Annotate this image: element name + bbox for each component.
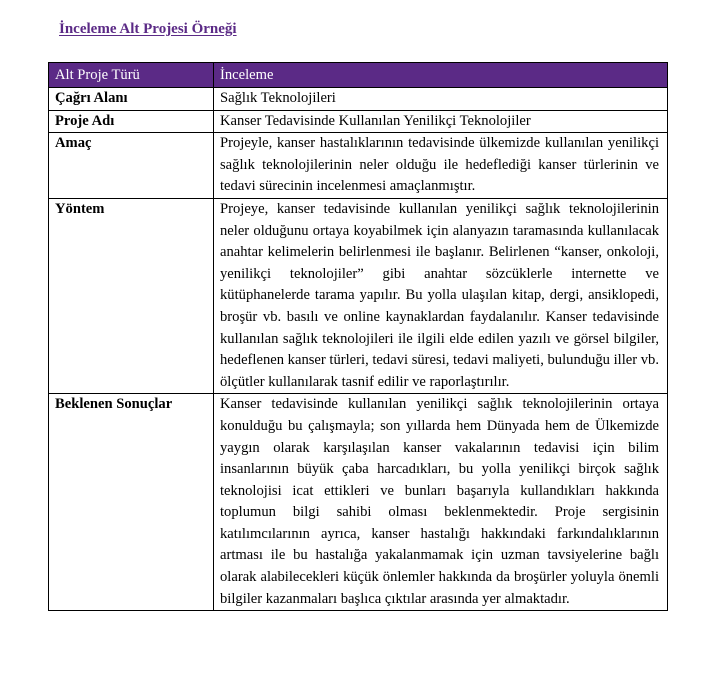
table-header-row [49, 63, 668, 88]
row-value-method: Projeye, kanser tedavisinde kullanılan yenilikçi sağlık teknolojilerinin neler olduğunu ortaya koyabilmek için alanyazın taramasında kullanılacak anahtar kelimelerin belirlenmesi ile başlanır. Belirlenen “kanser, onkoloji, yenilikçi teknolojiler” gibi anahtar sözcüklerle internette ve kütüphanelerde tarama yapılır. Bu yolla ulaşılan kitap, dergi, ansiklopedi, broşür vb. basılı ve online kaynaklardan faydalanılır. Kanser tedavisinde kullanılan sağlık teknolojileri ile ilgili elde edilen yazılı ve görsel bilgiler, hedeflenen kanser türleri, tedavi süresi, tedavi maliyeti, bulunduğu iller vb. ölçütler kullanılarak tasnif edilir ve raporlaştırılır. [214, 198, 668, 393]
row-value-project-name: Kanser Tedavisinde Kullanılan Yenilikçi Teknolojiler [214, 110, 668, 133]
row-value-call-area: Sağlık Teknolojileri [214, 88, 668, 111]
header-cell-type: Alt Proje Türü [49, 63, 214, 88]
row-value-expected-results: Kanser tedavisinde kullanılan yenilikçi sağlık teknolojilerinin ortaya konulduğu bu çalışmayla; son yıllarda hem Dünyada hem de Ülkemizde yaygın olarak karşılaşılan kanser vakalarının tedavisi için bilim insanlarının büyük çaba harcadıkları, bu yolla yenilikçi birçok sağlık teknolojisi icat ettikleri ve bunları başarıyla kullandıkları hakkında toplumun bilgi sahibi olması beklenmektedir. Proje sergisinin katılımcılarının ayrıca, kanser hastalığı hakkındaki farkındalıklarının artması ile bu hastalığa yakalanmamak için uzman tavsiyelerine bağlı olarak alabilecekleri küçük önlemler hakkında da broşürler yoluyla önemli bilgiler kazanmaları başlıca çıktılar arasında yer almaktadır. [214, 394, 668, 611]
header-cell-value: İnceleme [214, 63, 668, 88]
row-label-call-area: Çağrı Alanı [49, 88, 214, 111]
row-value-purpose: Projeyle, kanser hastalıklarının tedavisinde ülkemizde kullanılan yenilikçi sağlık teknolojilerinin neler olduğu ile hedeflediği kanser türlerinin ve tedavi sürecinin incelenmesi amaçlanmıştır. [214, 133, 668, 199]
table-row-purpose [49, 133, 668, 199]
row-label-expected-results: Beklenen Sonuçlar [49, 394, 214, 611]
project-info-table [48, 62, 668, 611]
row-label-method: Yöntem [49, 198, 214, 393]
table-row-method [49, 198, 668, 393]
row-label-purpose: Amaç [49, 133, 214, 199]
table-row-project-name [49, 110, 668, 133]
table-row-expected-results [49, 394, 668, 611]
document-title: İnceleme Alt Projesi Örneği [59, 21, 237, 37]
table-row-call-area [49, 88, 668, 111]
row-label-project-name: Proje Adı [49, 110, 214, 133]
